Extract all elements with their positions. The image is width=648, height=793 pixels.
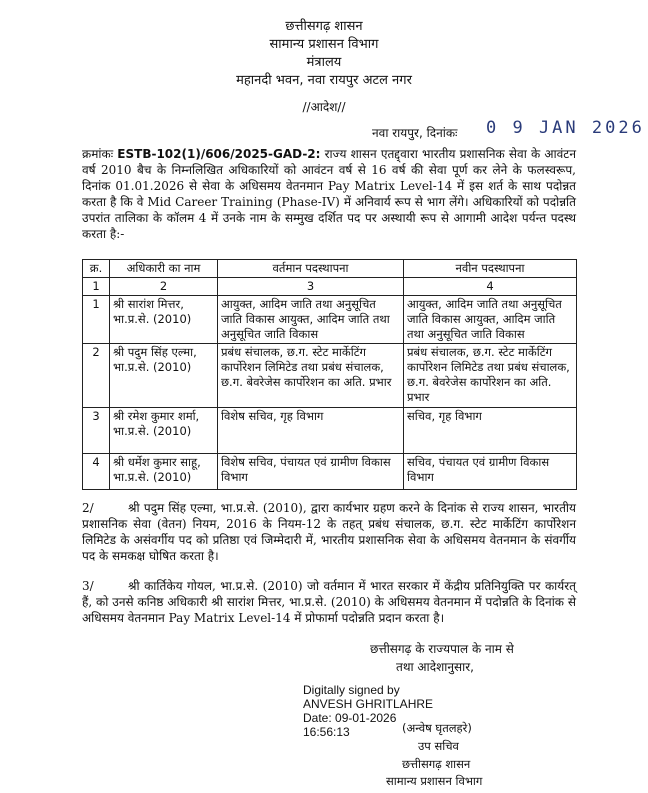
row-current-posting: आयुक्त, आदिम जाति तथा अनुसूचित जाति विकास आयुक्त, आदिम जाति तथा अनुसूचित जाति विकास [218,296,404,344]
paragraph-2-text: श्री पदुम सिंह एल्मा, भा.प्र.से. (2010), द्वारा कार्यभार ग्रहण करने के दिनांक से राज्य शासन, भारतीय प्रशासनिक सेवा (वेतन) नियम, 2016 के नियम-12 के तहत् प्रबंध संचालक, छ.ग. स्टेट मार्केटिंग कार्पोरेशन लिमिटेड के असंवर्गीय पद को प्रतिष्ठा एवं जिम्मेदारी में, भारतीय प्रशासनिक सेवा के अधिसमय वेतनमान के संवर्गीय पद के समकक्ष घोषित करता है। [82,501,576,563]
row-new-posting: सचिव, गृह विभाग [404,408,577,454]
table-header-row [83,260,577,278]
table-row [83,454,577,490]
row-serial: 4 [83,454,110,490]
row-serial: 3 [83,408,110,454]
paragraph-2-number: 2/ [82,501,94,515]
signatory-office: छत्तीसगढ़ शासन [402,757,471,771]
col-number: 3 [218,278,404,296]
table-row [83,344,577,408]
order-number-prefix: क्रमांकः [82,147,118,161]
place-date-label: नवा रायपुर, दिनांकः [372,126,458,140]
order-paragraph-1-text: राज्य शासन एतद्द्वारा भारतीय प्रशासनिक सेवा के आवंटन वर्ष 2010 बैच के निम्नलिखित अधिकारियों को आवंटन वर्ष से 16 वर्ष की सेवा पूर्ण कर लेने के फलस्वरूप, दिनांक 01.01.2026 से सेवा के अधिसमय वेतनमान Pay Matrix Level-14 में इस शर्त के साथ पदोन्नत करता है कि वे Mid Career Training (Phase-IV) में अनिवार्य रूप से भाग लेंगे। अधिकारियों को पदोन्नति उपरांत तालिका के कॉलम 4 में उनके नाम के सम्मुख दर्शित पद पर अस्थायी रूप से आगामी आदेश पर्यन्त पदस्थ करता है:- [82,147,576,241]
col-header-new: नवीन पदस्थापना [404,260,577,278]
paragraph-3-text: श्री कार्तिकेय गोयल, भा.प्र.से. (2010) जो वर्तमान में भारत सरकार में केंद्रीय प्रतिनियुक्ति पर कार्यरत् हैं, को उनसे कनिष्ठ अधिकारी श्री सारांश मित्तर, भा.प्र.से. (2010) के अधिसमय वेतनमान में पदोन्नति के दिनांक से अधिसमय वेतनमान Pay Matrix Level-14 में प्रोफार्मा पदोन्नति प्रदान करता है। [82,579,576,625]
col-header-current: वर्तमान पदस्थापना [218,260,404,278]
closing-line-1: छत्तीसगढ़ के राज्यपाल के नाम से [370,642,514,656]
row-serial: 1 [83,296,110,344]
row-new-posting: सचिव, पंचायत एवं ग्रामीण विकास विभाग [404,454,577,490]
header-department: सामान्य प्रशासन विभाग [269,37,379,52]
order-paragraph-3 [82,578,576,626]
digital-signature-date: Date: 09-01-2026 [303,711,397,725]
header-govt: छत्तीसगढ़ शासन [285,19,363,34]
row-current-posting: प्रबंध संचालक, छ.ग. स्टेट मार्केटिंग कार्पोरेशन लिमिटेड तथा प्रबंध संचालक, छ.ग. बेवरेजेस कार्पोरेशन का अति. प्रभार [218,344,404,408]
closing-line-2: तथा आदेशानुसार, [396,660,474,674]
row-officer-name: श्री रमेश कुमार शर्मा, भा.प्र.से. (2010) [110,408,218,454]
row-new-posting: प्रबंध संचालक, छ.ग. स्टेट मार्केटिंग कार्पोरेशन लिमिटेड तथा प्रबंध संचालक, छ.ग. बेवरेजेस कार्पोरेशन का अति. प्रभार [404,344,577,408]
digital-signature-time: 16:56:13 [303,725,350,739]
table-column-number-row [83,278,577,296]
signatory-name: (अन्वेष घृतलहरे) [402,721,472,735]
row-current-posting: विशेष सचिव, पंचायत एवं ग्रामीण विकास विभाग [218,454,404,490]
col-number: 2 [110,278,218,296]
col-number: 4 [404,278,577,296]
row-officer-name: श्री धर्मेश कुमार साहू, भा.प्र.से. (2010) [110,454,218,490]
col-header-officer: अधिकारी का नाम [110,260,218,278]
paragraph-3-number: 3/ [82,579,94,593]
row-current-posting: विशेष सचिव, गृह विभाग [218,408,404,454]
date-stamp: 0 9 JAN 2026 [486,118,645,138]
table-row [83,408,577,454]
col-number: 1 [83,278,110,296]
digital-signature-signer: ANVESH GHRITLAHRE [303,697,434,711]
signatory-designation: उप सचिव [418,739,459,753]
row-officer-name: श्री पदुम सिंह एल्मा, भा.प्र.से. (2010) [110,344,218,408]
row-serial: 2 [83,344,110,408]
order-paragraph-1 [82,146,576,242]
row-officer-name: श्री सारांश मित्तर, भा.प्र.से. (2010) [110,296,218,344]
order-title: //आदेश// [302,100,346,114]
signatory-department: सामान्य प्रशासन विभाग [386,774,483,788]
order-paragraph-2 [82,500,576,564]
row-new-posting: आयुक्त, आदिम जाति तथा अनुसूचित जाति विकास आयुक्त, आदिम जाति तथा अनुसूचित जाति विकास [404,296,577,344]
header-address: महानदी भवन, नवा रायपुर अटल नगर [236,73,412,88]
table-row [83,296,577,344]
col-header-serial: क्र. [83,260,110,278]
header-ministry: मंत्रालय [306,55,342,70]
digital-signature-line: Digitally signed by [303,683,400,697]
posting-table [82,259,577,490]
order-number: ESTB-102(1)/606/2025-GAD-2: [117,147,321,161]
